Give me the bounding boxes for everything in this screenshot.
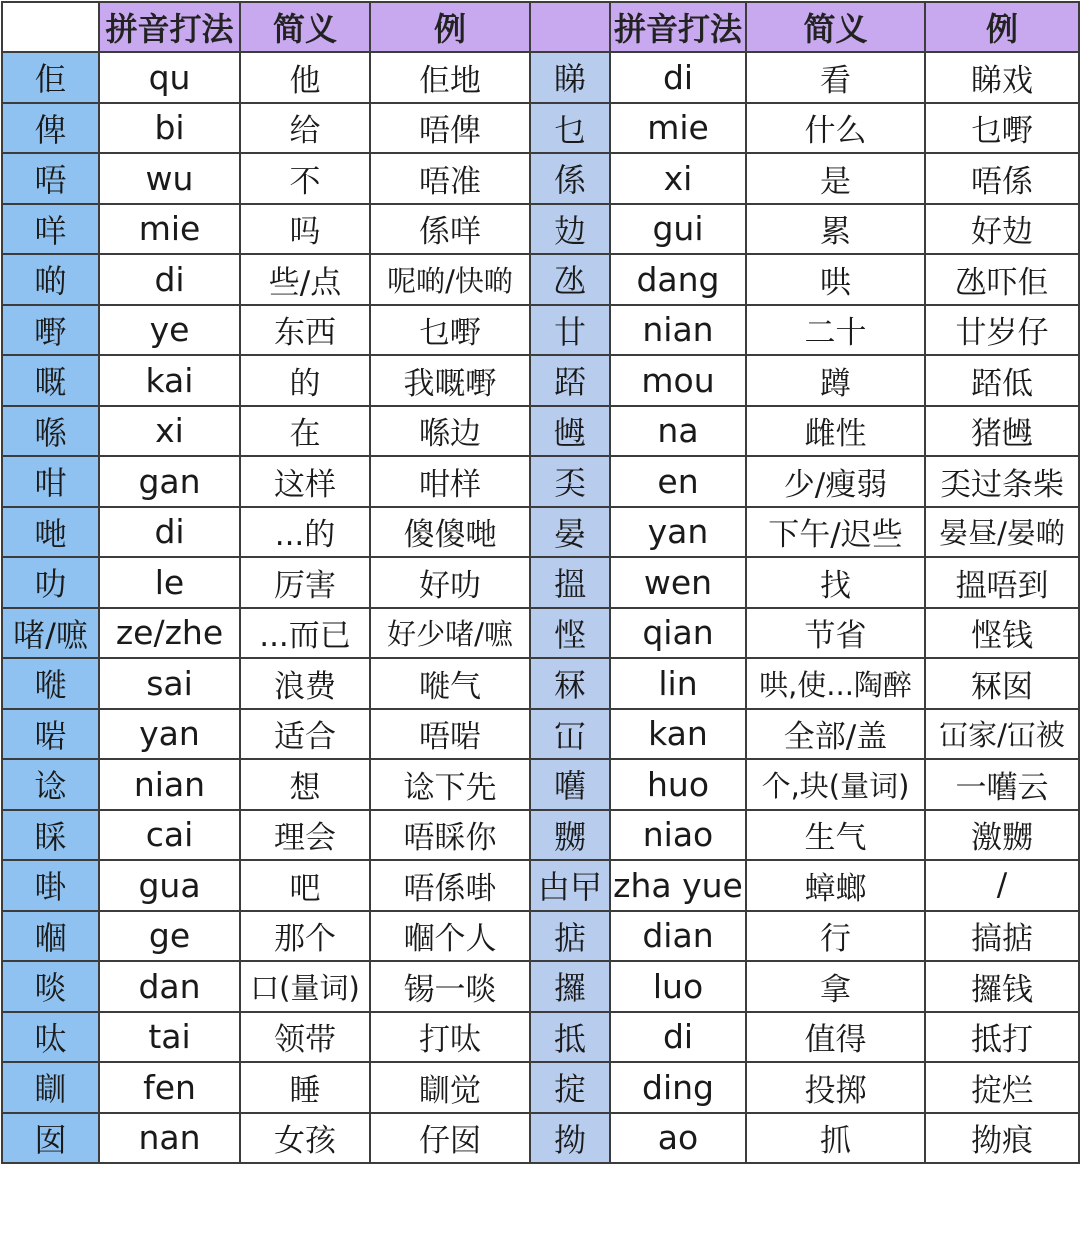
char-cell-2: 攰 [530,204,610,255]
meaning-cell-2: 少/瘦弱 [746,456,925,507]
table-row [2,153,1079,204]
pinyin-cell-1: mie [99,204,240,255]
header-meaning-2: 简义 [746,2,925,52]
example-cell-1: 嘥气 [370,658,530,709]
char-cell-1: 佢 [2,52,99,103]
example-cell-2: 廿岁仔 [925,305,1079,356]
example-cell-2: 奀过条柴 [925,456,1079,507]
example-cell-1: 好少啫/嗻 [370,608,530,659]
meaning-cell-2: 看 [746,52,925,103]
header-example-2: 例 [925,2,1079,52]
meaning-cell-1: 吧 [240,860,370,911]
meaning-cell-1: 想 [240,759,370,810]
header-pinyin-1: 拼音打法 [99,2,240,52]
table-row [2,911,1079,962]
header-row [2,2,1079,52]
example-cell-1: 唔准 [370,153,530,204]
pinyin-cell-2: qian [610,608,746,659]
table-row [2,1012,1079,1063]
pinyin-cell-1: bi [99,103,240,154]
meaning-cell-2: 生气 [746,810,925,861]
meaning-cell-1: 这样 [240,456,370,507]
header-meaning-1: 简义 [240,2,370,52]
char-cell-1: 啩 [2,860,99,911]
pinyin-cell-1: nan [99,1113,240,1164]
char-cell-1: 喺 [2,406,99,457]
pinyin-cell-1: qu [99,52,240,103]
pinyin-cell-2: gui [610,204,746,255]
table-row [2,507,1079,558]
pinyin-cell-1: xi [99,406,240,457]
pinyin-cell-2: luo [610,961,746,1012]
meaning-cell-2: 值得 [746,1012,925,1063]
meaning-cell-2: 下午/迟些 [746,507,925,558]
example-cell-1: 我嘅嘢 [370,355,530,406]
char-cell-1: 嘅 [2,355,99,406]
header-pinyin-2: 拼音打法 [610,2,746,52]
meaning-cell-2: 蹲 [746,355,925,406]
char-cell-2: 踎 [530,355,610,406]
pinyin-cell-2: ao [610,1113,746,1164]
pinyin-cell-2: niao [610,810,746,861]
pinyin-cell-1: tai [99,1012,240,1063]
char-cell-1: 睬 [2,810,99,861]
char-cell-1: 嘥 [2,658,99,709]
example-cell-2: / [925,860,1079,911]
table-row [2,355,1079,406]
pinyin-cell-2: zha yue [610,860,746,911]
table-row [2,52,1079,103]
pinyin-cell-2: di [610,52,746,103]
example-cell-2: 搵唔到 [925,557,1079,608]
char-cell-1: 咁 [2,456,99,507]
char-cell-2: 掂 [530,911,610,962]
table-body [2,52,1079,1163]
meaning-cell-2: 行 [746,911,925,962]
table-row [2,658,1079,709]
example-cell-2: 晏昼/晏啲 [925,507,1079,558]
table-row [2,254,1079,305]
meaning-cell-1: 理会 [240,810,370,861]
pinyin-cell-1: kai [99,355,240,406]
example-cell-1: 唔睬你 [370,810,530,861]
char-cell-1: 唔 [2,153,99,204]
pinyin-cell-2: ding [610,1062,746,1113]
pinyin-cell-1: sai [99,658,240,709]
meaning-cell-2: 是 [746,153,925,204]
meaning-cell-2: 全部/盖 [746,709,925,760]
char-cell-2: 甴曱 [530,860,610,911]
char-cell-1: 嗰 [2,911,99,962]
example-cell-2: 乜嘢 [925,103,1079,154]
meaning-cell-1: 适合 [240,709,370,760]
meaning-cell-2: 累 [746,204,925,255]
pinyin-cell-2: di [610,1012,746,1063]
pinyin-cell-2: mie [610,103,746,154]
meaning-cell-2: 哄 [746,254,925,305]
example-cell-2: 掟烂 [925,1062,1079,1113]
example-cell-1: 咁样 [370,456,530,507]
example-cell-1: 打呔 [370,1012,530,1063]
example-cell-2: 好攰 [925,204,1079,255]
char-cell-2: 掟 [530,1062,610,1113]
char-cell-1: 嘢 [2,305,99,356]
pinyin-cell-2: mou [610,355,746,406]
meaning-cell-1: 吗 [240,204,370,255]
example-cell-2: 冧囡 [925,658,1079,709]
meaning-cell-2: 二十 [746,305,925,356]
table-row [2,1113,1079,1164]
header-example-1: 例 [370,2,530,52]
meaning-cell-1: 不 [240,153,370,204]
example-cell-2: 猪乸 [925,406,1079,457]
example-cell-1: 係咩 [370,204,530,255]
pinyin-cell-1: gan [99,456,240,507]
example-cell-2: 睇戏 [925,52,1079,103]
pinyin-cell-2: na [610,406,746,457]
example-cell-1: 唔俾 [370,103,530,154]
pinyin-cell-1: cai [99,810,240,861]
pinyin-cell-1: wu [99,153,240,204]
char-cell-2: 乜 [530,103,610,154]
table-row [2,1062,1079,1113]
meaning-cell-1: 给 [240,103,370,154]
pinyin-cell-1: nian [99,759,240,810]
pinyin-cell-1: ze/zhe [99,608,240,659]
table-row [2,557,1079,608]
table-row [2,860,1079,911]
char-cell-1: 谂 [2,759,99,810]
cantonese-table [1,1,1080,1164]
example-cell-1: 谂下先 [370,759,530,810]
table-row [2,305,1079,356]
table-row [2,103,1079,154]
pinyin-cell-1: fen [99,1062,240,1113]
char-cell-2: 係 [530,153,610,204]
example-cell-2: 踎低 [925,355,1079,406]
pinyin-cell-2: dang [610,254,746,305]
meaning-cell-1: 那个 [240,911,370,962]
char-cell-1: 啫/嗻 [2,608,99,659]
char-cell-2: 乸 [530,406,610,457]
pinyin-cell-1: ye [99,305,240,356]
meaning-cell-1: 些/点 [240,254,370,305]
meaning-cell-2: 什么 [746,103,925,154]
char-cell-1: 哋 [2,507,99,558]
pinyin-cell-2: kan [610,709,746,760]
example-cell-2: 抵打 [925,1012,1079,1063]
pinyin-cell-2: lin [610,658,746,709]
meaning-cell-2: 节省 [746,608,925,659]
pinyin-cell-1: di [99,507,240,558]
char-cell-2: 晏 [530,507,610,558]
example-cell-1: 呢啲/快啲 [370,254,530,305]
char-cell-1: 俾 [2,103,99,154]
meaning-cell-1: 浪费 [240,658,370,709]
table-row [2,204,1079,255]
table-row [2,759,1079,810]
example-cell-2: 冚家/冚被 [925,709,1079,760]
char-cell-2: 搵 [530,557,610,608]
meaning-cell-2: 哄,使...陶醉 [746,658,925,709]
meaning-cell-1: ...的 [240,507,370,558]
example-cell-2: 悭钱 [925,608,1079,659]
pinyin-cell-2: wen [610,557,746,608]
example-cell-1: 佢地 [370,52,530,103]
char-cell-2: 悭 [530,608,610,659]
char-cell-1: 啖 [2,961,99,1012]
pinyin-cell-1: yan [99,709,240,760]
meaning-cell-1: 他 [240,52,370,103]
char-cell-1: 啲 [2,254,99,305]
char-cell-1: 啱 [2,709,99,760]
pinyin-cell-2: huo [610,759,746,810]
meaning-cell-1: 在 [240,406,370,457]
char-cell-2: 冧 [530,658,610,709]
meaning-cell-1: 口(量词) [240,961,370,1012]
pinyin-cell-2: xi [610,153,746,204]
meaning-cell-2: 个,块(量词) [746,759,925,810]
char-cell-2: 抵 [530,1012,610,1063]
char-cell-1: 叻 [2,557,99,608]
pinyin-cell-2: yan [610,507,746,558]
char-cell-1: 囡 [2,1113,99,1164]
char-cell-2: 氹 [530,254,610,305]
meaning-cell-1: 东西 [240,305,370,356]
meaning-cell-2: 投掷 [746,1062,925,1113]
meaning-cell-1: 睡 [240,1062,370,1113]
char-cell-2: 廿 [530,305,610,356]
char-cell-1: 呔 [2,1012,99,1063]
table-row [2,810,1079,861]
example-cell-2: 一嚿云 [925,759,1079,810]
char-cell-2: 攞 [530,961,610,1012]
example-cell-1: 仔囡 [370,1113,530,1164]
example-cell-1: 傻傻哋 [370,507,530,558]
pinyin-cell-1: ge [99,911,240,962]
char-cell-2: 睇 [530,52,610,103]
example-cell-1: 嗰个人 [370,911,530,962]
table-row [2,709,1079,760]
table-row [2,961,1079,1012]
example-cell-2: 激嬲 [925,810,1079,861]
example-cell-1: 锡一啖 [370,961,530,1012]
example-cell-2: 氹吓佢 [925,254,1079,305]
char-cell-2: 奀 [530,456,610,507]
header-char-2 [530,2,610,52]
char-cell-2: 嬲 [530,810,610,861]
meaning-cell-2: 找 [746,557,925,608]
pinyin-cell-2: en [610,456,746,507]
pinyin-cell-2: dian [610,911,746,962]
example-cell-1: 唔係啩 [370,860,530,911]
pinyin-cell-1: di [99,254,240,305]
example-cell-1: 乜嘢 [370,305,530,356]
meaning-cell-2: 雌性 [746,406,925,457]
meaning-cell-2: 蟑螂 [746,860,925,911]
pinyin-cell-1: dan [99,961,240,1012]
meaning-cell-2: 抓 [746,1113,925,1164]
meaning-cell-1: 的 [240,355,370,406]
table-row [2,608,1079,659]
char-cell-2: 拗 [530,1113,610,1164]
table-row [2,406,1079,457]
example-cell-2: 攞钱 [925,961,1079,1012]
char-cell-1: 瞓 [2,1062,99,1113]
header-char-1 [2,2,99,52]
example-cell-2: 搞掂 [925,911,1079,962]
char-cell-2: 冚 [530,709,610,760]
meaning-cell-1: 女孩 [240,1113,370,1164]
meaning-cell-2: 拿 [746,961,925,1012]
example-cell-1: 瞓觉 [370,1062,530,1113]
pinyin-cell-1: gua [99,860,240,911]
example-cell-2: 唔係 [925,153,1079,204]
meaning-cell-1: 厉害 [240,557,370,608]
table-row [2,456,1079,507]
char-cell-1: 咩 [2,204,99,255]
pinyin-cell-2: nian [610,305,746,356]
example-cell-2: 拗痕 [925,1113,1079,1164]
pinyin-cell-1: le [99,557,240,608]
meaning-cell-1: 领带 [240,1012,370,1063]
example-cell-1: 唔啱 [370,709,530,760]
char-cell-2: 嚿 [530,759,610,810]
example-cell-1: 好叻 [370,557,530,608]
example-cell-1: 喺边 [370,406,530,457]
meaning-cell-1: ...而已 [240,608,370,659]
